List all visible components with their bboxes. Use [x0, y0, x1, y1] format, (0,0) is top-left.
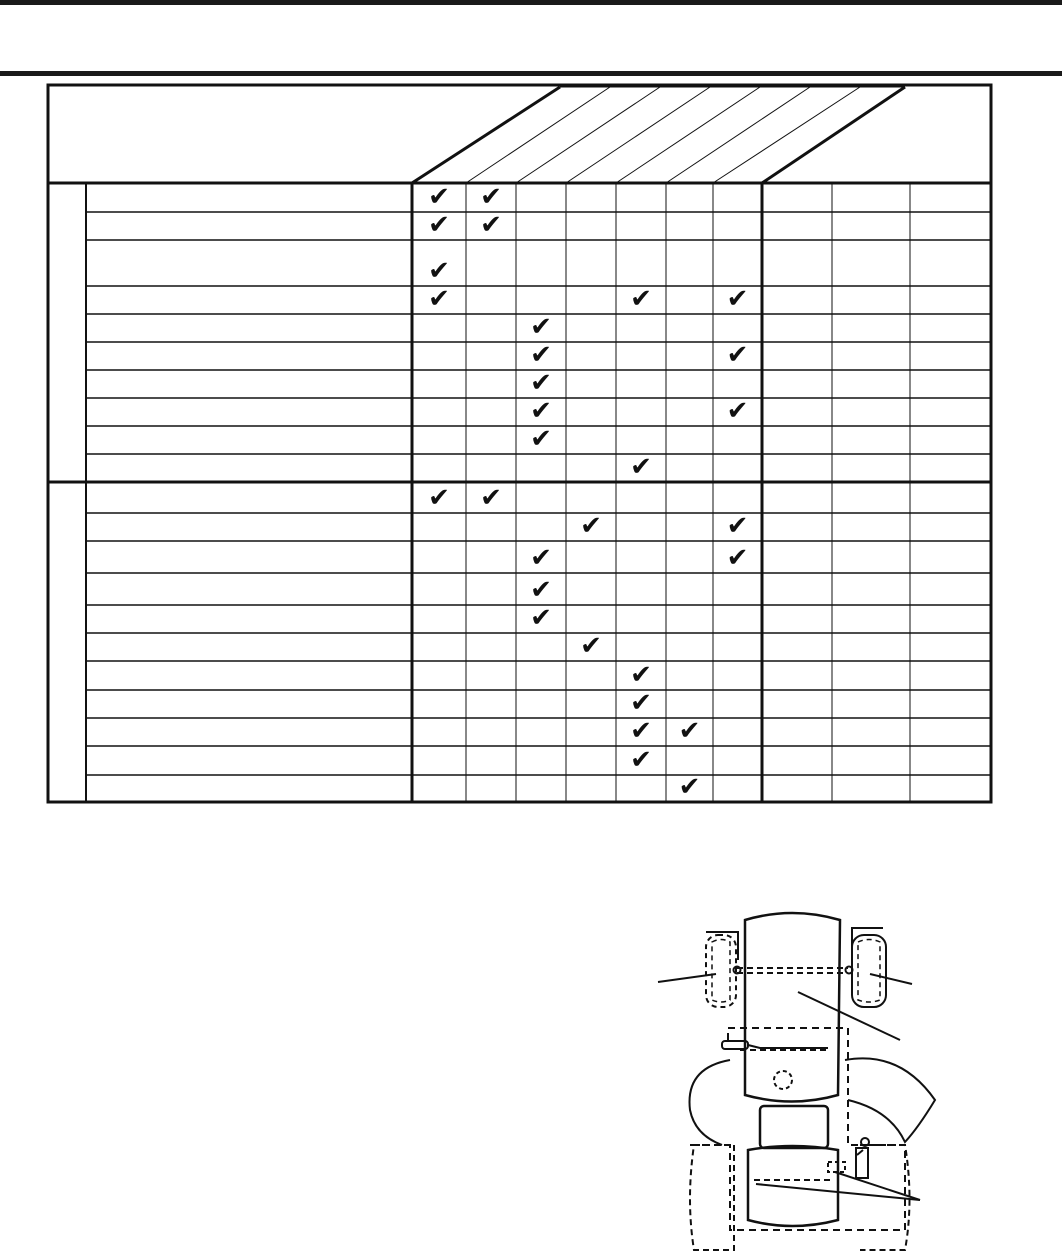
- checkmark-icon: ✔: [630, 745, 652, 775]
- checkmark-icon: ✔: [726, 396, 749, 426]
- checkmark-icon: ✔: [428, 483, 450, 513]
- checkmark-icon: ✔: [428, 210, 450, 240]
- seat-base: [760, 1106, 828, 1148]
- checkmark-icon: ✔: [428, 182, 450, 212]
- checkmark-icon: ✔: [480, 182, 502, 212]
- seat: [748, 1146, 838, 1226]
- control-lever: [856, 1148, 868, 1178]
- checkmark-icon: ✔: [678, 772, 701, 802]
- checkmark-icon: ✔: [480, 210, 502, 240]
- checkmark-icon: ✔: [530, 575, 552, 605]
- checkmark-icon: ✔: [630, 284, 652, 314]
- checkmark-icon: ✔: [530, 340, 552, 370]
- checkmark-icon: ✔: [530, 396, 552, 426]
- checkmark-icon: ✔: [530, 603, 552, 633]
- discharge-chute: [845, 1058, 935, 1142]
- checkmark-icon: ✔: [580, 511, 602, 541]
- checkmark-icon: ✔: [530, 368, 552, 398]
- checkmark-icon: ✔: [428, 284, 450, 314]
- checkmark-icon: ✔: [678, 716, 701, 746]
- tractor-hood: [745, 913, 840, 1102]
- checkmark-icon: ✔: [480, 483, 502, 513]
- checkmark-icon: ✔: [630, 452, 652, 482]
- checkmark-icon: ✔: [428, 256, 450, 286]
- checkmark-icon: ✔: [530, 424, 552, 454]
- checkmark-icon: ✔: [726, 543, 749, 573]
- checkmark-icon: ✔: [726, 511, 749, 541]
- checkmark-icon: ✔: [630, 660, 652, 690]
- checkmark-icon: ✔: [630, 716, 652, 746]
- checkmark-icon: ✔: [530, 312, 552, 342]
- front-right-tire: [852, 935, 886, 1007]
- rear-left-tire: [690, 1145, 734, 1250]
- checkmark-icon: ✔: [630, 688, 652, 718]
- checkmark-icon: ✔: [726, 284, 749, 314]
- front-left-tire: [706, 935, 736, 1007]
- checkmark-icon: ✔: [726, 340, 749, 370]
- mower-deck-left: [690, 1060, 731, 1145]
- checkmark-icon: ✔: [530, 543, 552, 573]
- checkmark-icon: ✔: [580, 631, 602, 661]
